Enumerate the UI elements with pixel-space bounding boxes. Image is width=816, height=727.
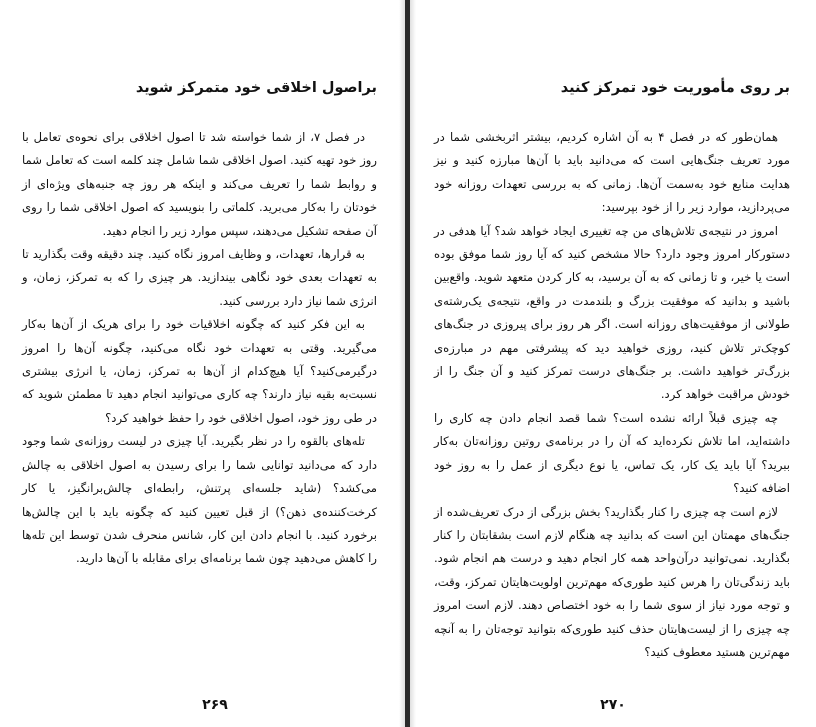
right-page-body [434, 126, 790, 664]
left-page-heading: براصول اخلاقی خود متمرکز شوید [135, 80, 377, 96]
left-page [0, 0, 405, 727]
left-paragraph-4: تله‌های بالقوه را در نظر بگیرید. آیا چیزی در لیست روزانه‌ی شما وجود دارد که می‌دانید توانایی شما را برای رسیدن به اصول اخلاقی به چالش می‌کشد؟ (شاید جلسه‌ای پرتنش، رابطه‌ای چالش‌برانگیز، یا کار کرخت‌کننده‌ی ذهن؟) از قبل تعیین کنید که چگونه باید با این چالش‌ها برخورد کنید. با انجام دادن این کار، شانس منحرف شدن توسط این تله‌ها را کاهش می‌دهید چون شما برنامه‌ای برای مقابله با آن‌ها دارید. [22, 434, 377, 566]
right-paragraph-1: همان‌طور که در فصل ۴ به آن اشاره کردیم، بیشتر اثربخشی شما در مورد تعریف جنگ‌هایی است که می‌دانید باید با آن‌ها مبارزه کنید و نیز هدایت منابع خود به‌سمت آن‌ها. زمانی که به بررسی تعهدات روزانه خود می‌پردازید، موارد زیر را از خود بپرسید: [434, 130, 790, 215]
right-page-number: ۲۷۰ [600, 697, 626, 713]
left-paragraph-1: در فصل ۷، از شما خواسته شد تا اصول اخلاقی برای نحوه‌ی تعامل با روز خود تهیه کنید. اصول اخلاقی شما شامل چند کلمه است که تعامل شما و روابط شما را تعریف می‌کند و اینکه هر روز چه جنبه‌های ویژه‌ای از خودتان را به‌کار می‌برید. کلماتی را بنویسید که اصول اخلاقی شما را روی آن صفحه تشکیل می‌دهند، سپس موارد زیر را انجام دهید. [22, 130, 377, 238]
left-page-number: ۲۶۹ [202, 697, 228, 713]
right-page-heading: بر روی مأموریت خود تمرکز کنید [560, 80, 790, 96]
left-paragraph-3: به این فکر کنید که چگونه اخلاقیات خود را برای هریک از آن‌ها به‌کار می‌گیرید. وقتی به تعهدات خود نگاه می‌کنید، چگونه آن‌ها را امروز درگیرمی‌کنید؟ آیا هیچ‌کدام از آن‌ها به تمرکز، زمان، یا انرژی بیشتری نسبت‌به بقیه نیاز دارند؟ چه کاری می‌توانید انجام دهید تا مطمئن شوید که در طی روز خود، اصول اخلاقی خود را حفظ خواهید کرد؟ [22, 317, 377, 425]
right-paragraph-2: امروز در نتیجه‌ی تلاش‌های من چه تغییری ایجاد خواهد شد؟ آیا هدفی در دستورکار امروز وجود دارد؟ حالا مشخص کنید که آیا روز شما موفق بوده است یا خیر، و تا زمانی که به آن برسید، به کار کردن متعهد شوید. واقع‌بین باشید و بدانید که موفقیت بزرگ و بلندمدت در واقع، نتیجه‌ی یک‌رشته‌ی طولانی از موفقیت‌های روزانه است. اگر هر روز برای پیروزی در جنگ‌های کوچک‌تر تلاش کنید، روزی خواهید دید که پیشرفتی مهم در مبارزه‌ی بزرگ‌تر خواهید داشت. بر جنگ‌های درست تمرکز کنید و آن جنگ را از خودش مراقبت خواهد کرد. [434, 223, 790, 402]
right-page [410, 0, 816, 727]
right-page-gutter-shadow [410, 0, 416, 727]
right-paragraph-3: چه چیزی قبلاً ارائه نشده است؟ شما قصد انجام دادن چه کاری را داشته‌اید، اما تلاش نکرده‌اید که آن را در برنامه‌ی روتین روزانه‌تان به‌کار ببرید؟ آیا باید یک کار، یک تماس، یا نوع دیگری از عمل را به روز خود اضافه کنید؟ [434, 410, 790, 496]
right-paragraph-4: لازم است چه چیزی را کنار بگذارید؟ بخش بزرگی از درک تعریف‌شده از جنگ‌های مهمتان این است که بدانید چه هنگام لازم است بشقابتان را کنار بگذارید. نمی‌توانید درآن‌واحد همه کار انجام دهید و درست هم انجام شود. باید زندگی‌تان را هرس کنید طوری‌که مهم‌ترین اولویت‌هایتان تمرکز، وقت، و توجه مورد نیاز از سوی شما را به خود اختصاص دهند. لازم است امروز چه چیزی را از لیست‌هایتان حذف کنید طوری‌که بتوانید توجه‌تان را به آنچه مهم‌ترین هستید معطوف کنید؟ [434, 504, 790, 659]
left-page-body [22, 126, 377, 571]
left-page-gutter-shadow [399, 0, 405, 727]
left-paragraph-2: به قرارها، تعهدات، و وظایف امروز نگاه کنید. چند دقیقه وقت بگذارید تا به تعهدات بعدی خود نگاهی بیندازید. هر چیزی را که به تمرکز، زمان، و انرژی شما نیاز دارد بررسی کنید. [22, 247, 377, 308]
